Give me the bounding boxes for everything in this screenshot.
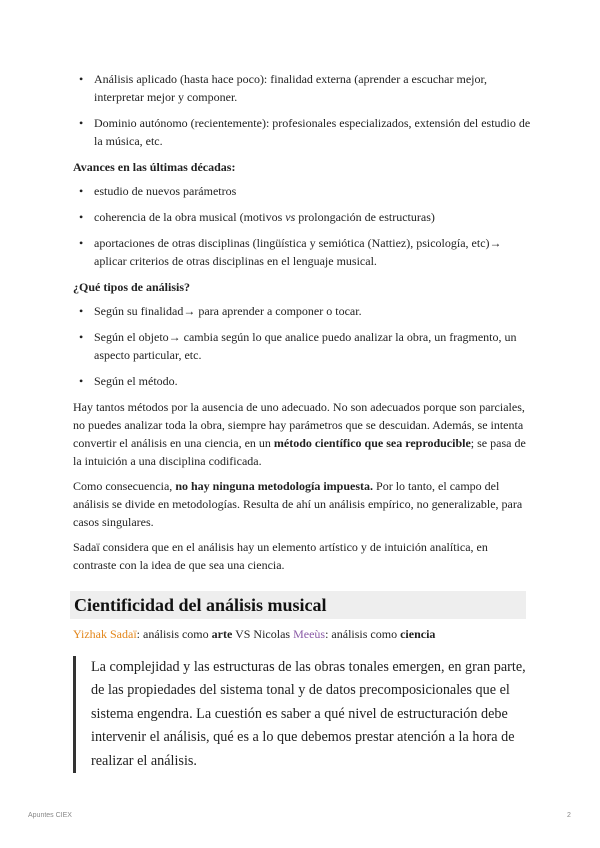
paragraph-methods [73, 398, 531, 470]
section-title: Cientificidad del análisis musical [70, 591, 526, 619]
blockquote: La complejidad y las estructuras de las obras tonales emergen, en gran parte, de las propiedades del sistema tonal y de datos precomposicionales que el sistema engendra. La cuestión es saber a qué nivel de estructuración debe intervenir el análisis, qué es a lo que debemos prestar atención a la hora de realizar el análisis. [73, 656, 531, 773]
page-content [73, 70, 531, 773]
list-item: • estudio de nuevos parámetros [73, 182, 531, 200]
list-item-text: prolongación de estructuras) [295, 210, 435, 224]
heading-tipos: ¿Qué tipos de análisis? [73, 280, 191, 294]
paragraph-consequence [73, 477, 531, 531]
list-item: • Análisis aplicado (hasta hace poco): finalidad externa (aprender a escuchar mejor, interpretar mejor y componer. [73, 70, 531, 106]
list-tipos [73, 302, 531, 390]
bold-text: método científico que sea reproducible [273, 436, 471, 450]
heading-avances: Avances en las últimas décadas: [73, 160, 236, 174]
list-item: • aportaciones de otras disciplinas (lingüística y semiótica (Nattiez), psicología, etc)→ aplicar criterios de otras disciplinas en el lenguaje musical. [73, 234, 531, 270]
paragraph-text: Por lo tanto, el campo del análisis se divide en metodologías. Resulta de ahí un análisis empírico, no generalizable, para casos singulares. [73, 479, 523, 529]
footer-label: Apuntes CIEX [28, 812, 72, 819]
paragraph-text: Hay tantos métodos por la ausencia de uno adecuado. No son adecuados porque son parciales, no puedes analizar toda la obra, siempre hay parámetros que se descuidan. Además, se intenta convertir el análisis en una ciencia, en un [73, 400, 525, 450]
list-item: • Según su finalidad→ para aprender a componer o tocar. [73, 302, 531, 320]
list-analysis-types [73, 70, 531, 150]
bold-text: arte [211, 627, 233, 641]
page-number: 2 [567, 812, 571, 819]
author-meeus: Meeùs [293, 627, 326, 641]
authors-text: : análisis como [325, 627, 401, 641]
vs-text: vs [285, 210, 296, 224]
list-item-text: coherencia de la obra musical (motivos [94, 210, 286, 224]
authors-line [73, 626, 531, 642]
paragraph-text: Como consecuencia, [73, 479, 176, 493]
paragraph-sadai: Sadaï considera que en el análisis hay un elemento artístico y de intuición analítica, en contraste con la idea de que sea una ciencia. [73, 540, 488, 572]
list-item: • Según el método. [73, 372, 531, 390]
bold-text: ciencia [400, 627, 436, 641]
bold-text: no hay ninguna metodología impuesta. [175, 479, 374, 493]
authors-text: : análisis como [136, 627, 212, 641]
author-sadai: Yizhak Sadaï [73, 627, 137, 641]
list-item: • Dominio autónomo (recientemente): profesionales especializados, extensión del estudio de la música, etc. [73, 114, 531, 150]
list-item: • Según el objeto→ cambia según lo que analice puedo analizar la obra, un fragmento, un aspecto particular, etc. [73, 328, 531, 364]
authors-text: VS Nicolas [232, 627, 294, 641]
list-item [73, 208, 531, 226]
paragraph-text: ; se pasa de la intuición a una disciplina codificada. [73, 436, 526, 468]
list-avances [73, 182, 531, 270]
